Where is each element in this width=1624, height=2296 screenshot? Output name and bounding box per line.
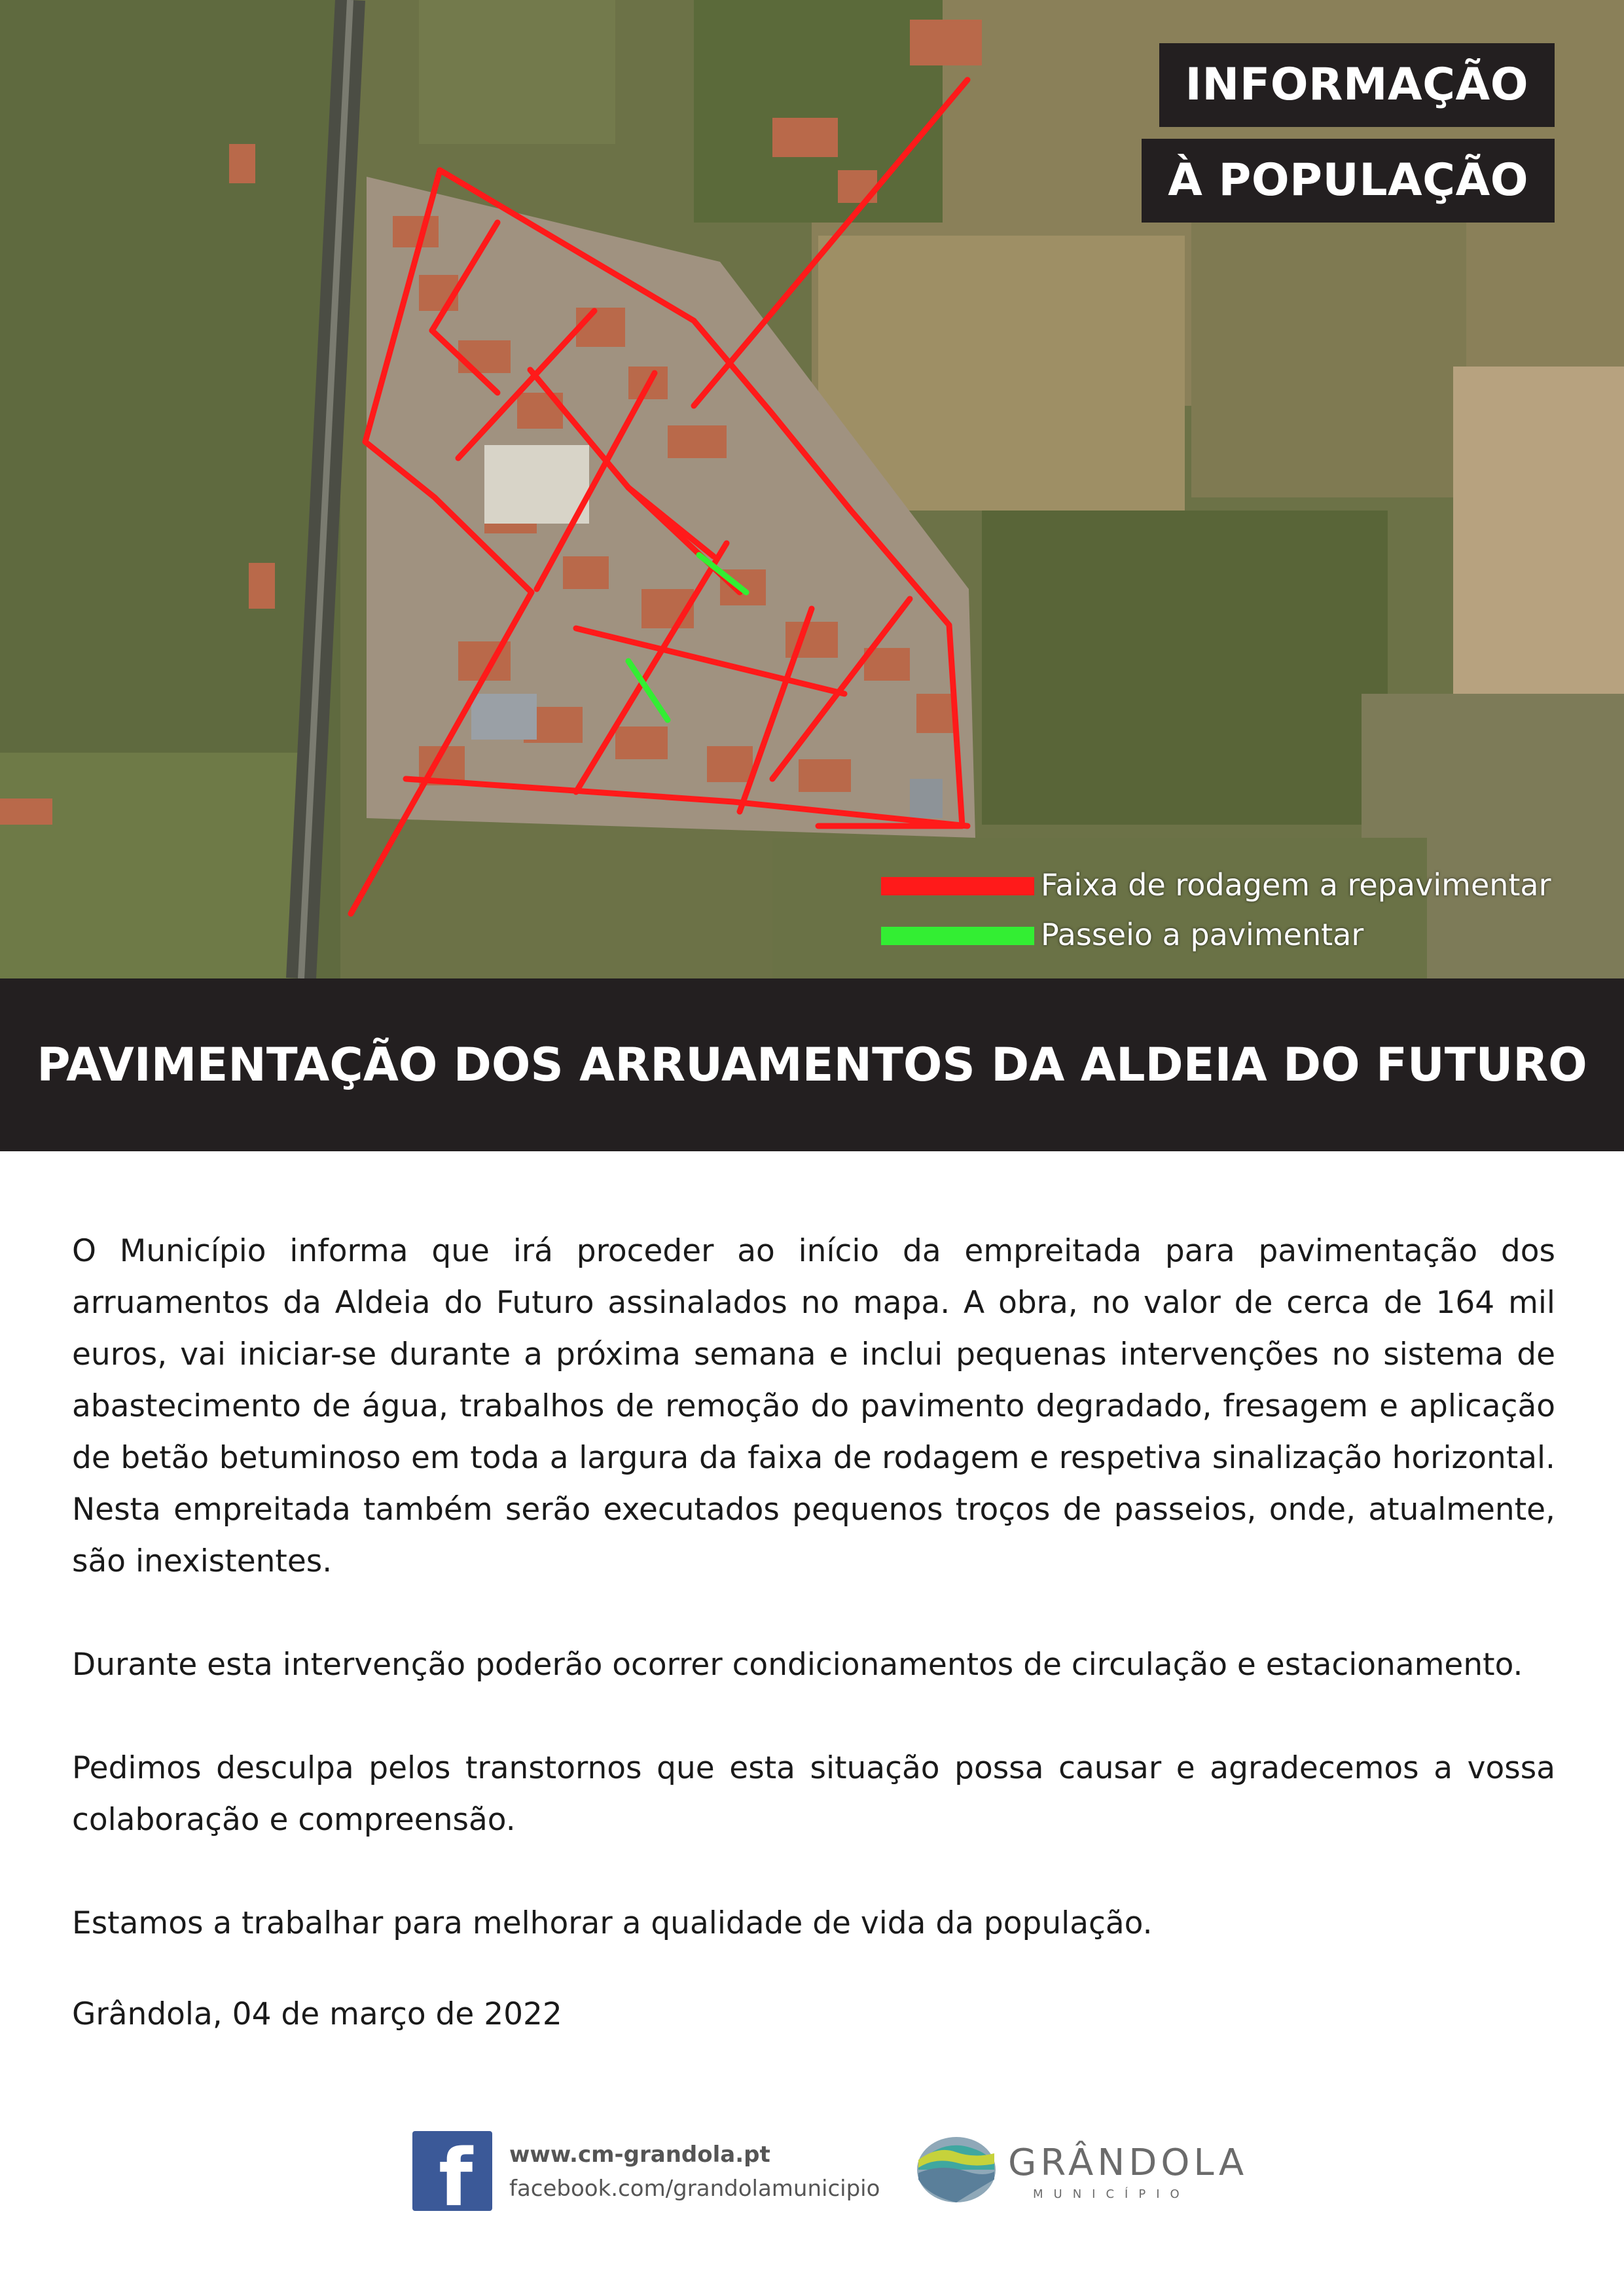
grandola-logo-icon [915,2134,998,2206]
legend-label-road: Faixa de rodagem a repavimentar [1041,867,1551,903]
paragraph-conditions: Durante esta intervenção poderão ocorrer condicionamentos de circulação e estacionamento. [72,1647,1523,1683]
logo-wordmark: GRÂNDOLA [1008,2142,1248,2184]
paragraph-quality: Estamos a trabalhar para melhorar a qualidade de vida da população. [72,1905,1153,1941]
facebook-icon[interactable] [412,2131,492,2211]
date-line: Grândola, 04 de março de 2022 [72,1996,562,2032]
announcement-body [72,1225,1555,2092]
legend-label-sidewalk: Passeio a pavimentar [1041,917,1364,952]
title-banner [0,978,1624,1151]
info-tag-line-2: À POPULAÇÃO [1142,139,1555,223]
info-tag-line-1: INFORMAÇÃO [1159,43,1555,127]
facebook-letter: f [439,2133,473,2211]
legend-swatch-green [881,927,1034,945]
footer [0,2127,1624,2219]
website-link[interactable]: www.cm-grandola.pt [509,2142,770,2168]
aerial-map [0,0,1624,978]
paragraph-apology: Pedimos desculpa pelos transtornos que esta situação possa causar e agradecemos a vossa colaboração e compreensão. [72,1750,1555,1838]
page-title: PAVIMENTAÇÃO DOS ARRUAMENTOS DA ALDEIA DO FUTURO [37,1038,1587,1092]
paragraph-intro: O Município informa que irá proceder ao início da empreitada para pavimentação dos arruamentos da Aldeia do Futuro assinalados no mapa. A obra, no valor de cerca de 164 mil euros, vai iniciar-se durante a próxima semana e inclui pequenas intervenções no sistema de abastecimento de água, trabalhos de remoção do pavimento degradado, fresagem e aplicação de betão betuminoso em toda a largura da faixa de rodagem e respetiva sinalização horizontal. Nesta empreitada também serão executados pequenos troços de passeios, onde, atualmente, são inexistentes. [72,1233,1555,1579]
legend-swatch-red [881,877,1034,895]
logo-subtitle: MUNICÍPIO [1033,2187,1190,2201]
facebook-link[interactable]: facebook.com/grandolamunicipio [509,2176,880,2202]
